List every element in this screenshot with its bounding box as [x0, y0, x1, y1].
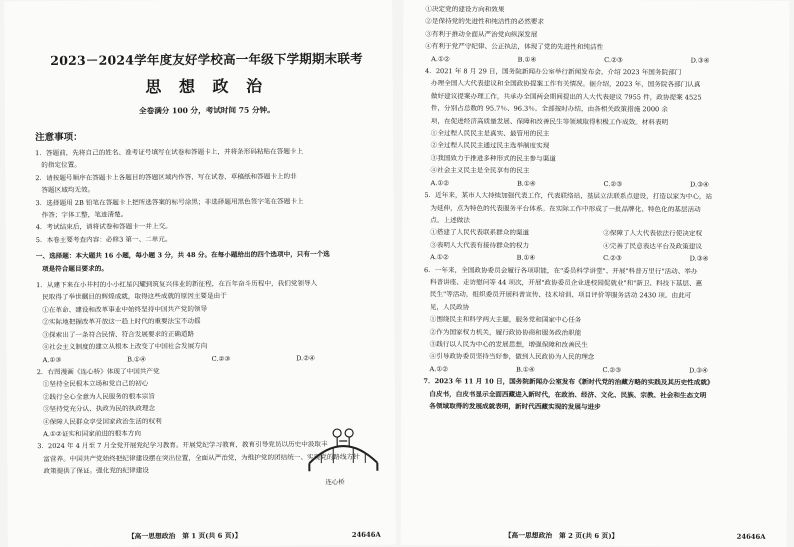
option: D.③④	[690, 178, 777, 191]
question-line: ①全过程人民民主是真实、最管用的民主	[425, 127, 777, 141]
notice-line: 作答；字体工整，笔迹清楚。	[36, 207, 380, 222]
question-line: 政策提供了保证。强化党的纪律建设	[37, 463, 381, 478]
notice-line: 3．选择题用 2B 铅笔在答题卡上把所选答案的标号涂黑；非选择题用黑色签字笔在答题卡上	[35, 194, 379, 209]
notice-line: 答题区域均无效。	[35, 182, 379, 197]
question-line: 3．2024 年 4 月至 7 月全党开展党纪学习教育。开展党纪学习教育，教育引导党员以历史中汲取丰	[37, 438, 381, 453]
option: A.①③	[43, 353, 128, 366]
question-line: 科普讲座、走访慰问等 44 项次，开展"政协委员企业进校园促就业"和"新卫、科技下基层、惠	[424, 276, 776, 290]
answer-options	[37, 351, 381, 366]
option: B.①④	[517, 252, 604, 265]
notice-line: 5．本卷主要考查内容：必修3 第一、二单元。	[36, 232, 380, 247]
option: C.②③	[212, 352, 297, 365]
option: B.①④	[516, 363, 603, 376]
question-3-continued	[425, 3, 777, 67]
subject-title: 思 想 政 治	[35, 73, 379, 98]
question-line: ②全过程人民民主通过民主选举制度实现	[425, 140, 777, 154]
question-line: ①围绕民主和科学两大主题，服务党和国家中心任务	[424, 313, 776, 327]
option: C.②③	[604, 54, 691, 67]
question-5	[424, 189, 776, 265]
question-line: ④引导政协委员坚持当好参，做到人民政协为人民的理念	[424, 350, 776, 364]
option: A.①②	[431, 53, 518, 66]
statement: ③表明人大代表有接待群众的权力	[430, 239, 603, 252]
notice-line: 4．考试结束后，请将试卷和答题卡一并上交。	[36, 219, 380, 234]
question-2	[37, 364, 298, 440]
question-line: ④社会主义制度的建立从根本上改变了中国社会发展方向	[36, 339, 380, 354]
question-line: ③有利于推动全面从严治党向纵深发展	[425, 28, 777, 42]
statement: ①搭建了人民代表联系群众的渠道	[430, 226, 603, 239]
option: B.①④	[517, 177, 604, 190]
option: B.①④	[127, 352, 212, 365]
option: D.③④	[689, 364, 776, 377]
answer-options	[424, 251, 776, 265]
question-line: ①在革命、建设和改革事业中始终坚持中国共产党的领导	[36, 302, 380, 317]
option: A.①②	[429, 363, 516, 376]
question-line: 6．一年来，全国政协委员会履行各项职能，在"委员科学讲堂"、开展"科普万里行"活动、举办	[424, 264, 776, 278]
question-line: ③探索出了一条符合民情、符合发展要求的正确道路	[36, 326, 380, 341]
question-line: 富营养。中国共产党始终把纪律建设摆在突出位置，全面从严治党，为维护党的团结统一、实现党的路线方针	[37, 450, 381, 465]
option: B.①④	[518, 53, 605, 66]
paper-code: 24646A	[737, 533, 766, 541]
question-line: 做好建议提案办理工作，共承办全国两会期间提出的人大代表建议 7955 件，政协提案 4525	[425, 90, 777, 104]
question-line: ③践行以人民为中心的发展思想，增强保障和改善民生	[424, 338, 776, 352]
question-line: 4．2021 年 8 月 29 日，国务院新闻办公室举行新闻发布会，介绍 2023 年国务院部门	[425, 65, 777, 79]
question-line: ④有利于党严守纪律、公正执法，体现了党的先进性和纯洁性	[425, 40, 777, 54]
question-line: 7．2023 年 11 月 10 日，国务院新闻办公室发布《新时代党的治藏方略的实践及其历史性成就》	[423, 375, 775, 389]
question-line: 办理全国人大代表建议和全国政协提案工作有关情况。据介绍，2023 年，国务院各部门认真	[425, 78, 777, 92]
page-footer: 【高一思想政治 第 1 页(共 6 页)】	[128, 530, 242, 541]
question-line: 件，分别占总数的 95.7％、96.3％。全部按时办结，由各相关政策措施 2000 余	[425, 102, 777, 116]
question-line: 民生"等活动，组织委员开展科普宣传、技术培训、项目评价等服务活动 2430 项。由此可	[424, 288, 776, 302]
notice-list	[35, 145, 380, 247]
exam-title: 2023－2024学年度友好学校高一年级下学期期末联考	[34, 49, 378, 69]
paper-code: 24646A	[352, 531, 381, 539]
notice-line: 的指定位置。	[35, 157, 379, 172]
question-line: 白皮书，白皮书显示全面西藏进入新时代，在政治、经济、文化、民族、宗教、社会和生态文明	[423, 388, 775, 402]
question-line: ①决定党的建设方向和效果	[425, 3, 777, 17]
figure-caption: 连心桥	[325, 477, 344, 486]
cartoon-bridge-figure	[307, 419, 379, 474]
question-line: 见，人民政协	[424, 301, 776, 315]
statement: ②保障了人大代表依法行使决定权	[603, 227, 776, 240]
option: C.②③	[602, 364, 689, 377]
question-line: ①坚持全民根本立场和党自己的初心	[37, 377, 297, 391]
question-line: 为延伸，点为特色的代表服务平台体系。在实际工作中形成了一批品牌化、特色化的基层活动	[424, 202, 776, 216]
notice-title: 注意事项：	[35, 127, 379, 143]
question-line: ④保障人民群众享受国家政治生活的权利	[37, 414, 297, 428]
question-line: ③我国致力于推进多种形式的民主参与渠道	[425, 152, 777, 166]
question-6	[423, 264, 776, 377]
option: C.②③	[603, 178, 690, 191]
notice-line: 2．请按题号顺序在答题卡上各题目的答题区域内作答，写在试卷、草稿纸和答题卡上的非	[35, 170, 379, 185]
option: D.③④	[691, 54, 778, 67]
exam-page-1	[4, 0, 396, 547]
question-line: 点。上述做法	[424, 214, 776, 228]
option: D.③④	[690, 253, 777, 266]
question-line: ④社会主义民主是全民享有的民主	[425, 164, 777, 178]
question-line: 项，在促进经济高质量发展、保障和改善民生等领域取得积极工作成效。材料表明	[425, 115, 777, 129]
question-1	[36, 277, 381, 366]
question-line: 各领域取得的发展成就表明，新时代西藏实现的发展与进步	[423, 400, 775, 414]
option: A.①②	[430, 177, 517, 190]
question-line: 1．从建下来在小井村的小小红星闪耀到筑复兴伟业的新征程，在百年奋斗历程中，我们党领导人	[36, 277, 380, 292]
option: C.②③	[603, 252, 690, 265]
option: A.①②	[430, 251, 517, 264]
score-info: 全卷满分 100 分，考试时间 75 分钟。	[35, 104, 379, 117]
question-line: 5．近年来，某市人大持续加强代表工作，代表联络站，基层立法联系点建设，打造以家为中心，站	[424, 189, 776, 203]
question-line: ②践行全心全意为人民服务的根本宗旨	[37, 389, 297, 403]
statement: ④完善了民意表达平台及政策建议	[603, 240, 776, 253]
question-7	[423, 375, 775, 414]
question-line: ②实际地把握改革开放这一趋上时代的重要法宝不动摇	[36, 314, 380, 329]
question-4	[424, 65, 777, 191]
page-footer: 【高一思想政治 第 2 页(共 6 页)】	[505, 530, 619, 541]
section-heading: 项是符合题目要求的。	[36, 260, 380, 275]
option: D.②④	[296, 351, 381, 364]
question-line: ③坚持党充分认、执政为民的执政理念	[37, 401, 297, 415]
question-line: 2．右图漫画《连心桥》体现了中国共产党	[37, 364, 297, 378]
question-line: 民取得了举世瞩目的辉煌成就，取得这些成就的原因主要是由于	[36, 289, 380, 304]
question-line: ②作为国家权力机关，履行政协协商和服务政治职能	[424, 326, 776, 340]
question-line: A.①②证实和国家前进的根本方向	[37, 426, 297, 440]
question-line: ②是保持党的先进性和纯洁性的必然要求	[425, 16, 777, 30]
notice-line: 1．答题前，先将自己的姓名、准考证号填写在试卷和答题卡上，并将条形码粘贴在答题卡上	[35, 145, 379, 160]
section-heading: 一、选择题：本大题共 16 小题，每小题 3 分，共 48 分。在每小题给出的四个选项中，只有一个选	[36, 248, 380, 263]
exam-page-2	[401, 0, 790, 547]
